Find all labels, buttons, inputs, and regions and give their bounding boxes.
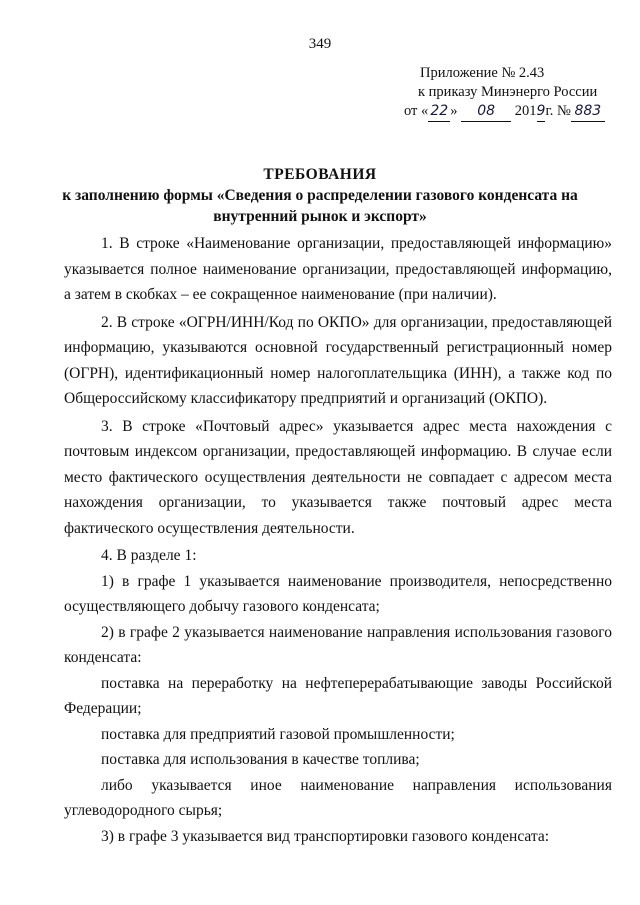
usage-option-gas-industry: поставка для предприятий газовой промышленности; <box>101 725 455 743</box>
list-item-2: 2) в графе 2 указывается наименование направления использования газового конденсата: <box>64 623 612 666</box>
year-prefix: 201 <box>514 103 537 119</box>
document-title <box>40 164 600 227</box>
year-suffix: г. № <box>545 103 571 119</box>
document-body <box>64 231 612 849</box>
appendix-title: Приложение № 2.43 <box>420 65 545 81</box>
order-reference: к приказу Минэнерго России <box>418 84 598 100</box>
title-heading: ТРЕБОВАНИЯ <box>263 166 377 183</box>
appendix-reference <box>404 64 620 122</box>
handwritten-day: 22 <box>428 102 450 122</box>
usage-option-refining: поставка на переработку на нефтеперерабатывающие заводы Российской Федерации; <box>64 674 612 717</box>
order-date-number <box>404 102 620 122</box>
paragraph-4: 4. В разделе 1: <box>101 547 197 564</box>
date-prefix: от « <box>404 103 429 119</box>
list-item-1: 1) в графе 1 указывается наименование производителя, непосредственно осуществляющего добычу газового конденсата; <box>64 572 612 615</box>
usage-option-other: либо указывается иное наименование направления использования углеводородного сырья; <box>64 776 612 819</box>
usage-option-fuel: поставка для использования в качестве топлива; <box>101 751 420 768</box>
handwritten-order-number: 883 <box>571 102 605 122</box>
page-number: 349 <box>308 36 332 52</box>
handwritten-month: 08 <box>461 102 511 122</box>
list-item-3: 3) в графе 3 указывается вид транспортировки газового конденсата: <box>101 827 550 845</box>
title-subheading: к заполнению формы «Сведения о распределении газового конденсата на внутренний рынок и экспорт» <box>62 187 578 225</box>
paragraph-3: 3. В строке «Почтовый адрес» указывается адрес места нахождения с почтовым индексом организации, предоставляющей информацию. В случае если место фактического осуществления деятельности не совпадает с адресом места нахождения организации, то указывается также почтовый адрес места фактического осуществления деятельности. <box>64 417 612 537</box>
date-quote-close: » <box>450 103 458 119</box>
handwritten-year-digit: 9 <box>537 102 546 122</box>
paragraph-2: 2. В строке «ОГРН/ИНН/Код по ОКПО» для организации, предоставляющей информацию, указываются основной государственный регистрационный номер (ОГРН), идентификационный номер налогоплательщика (ИНН), а также код по Общероссийскому классификатору предприятий и организаций (ОКПО). <box>64 313 612 407</box>
paragraph-1: 1. В строке «Наименование организации, предоставляющей информацию» указывается полное наименование организации, предоставляющей информацию, а затем в скобках – ее сокращенное наименование (при наличии). <box>64 235 612 303</box>
